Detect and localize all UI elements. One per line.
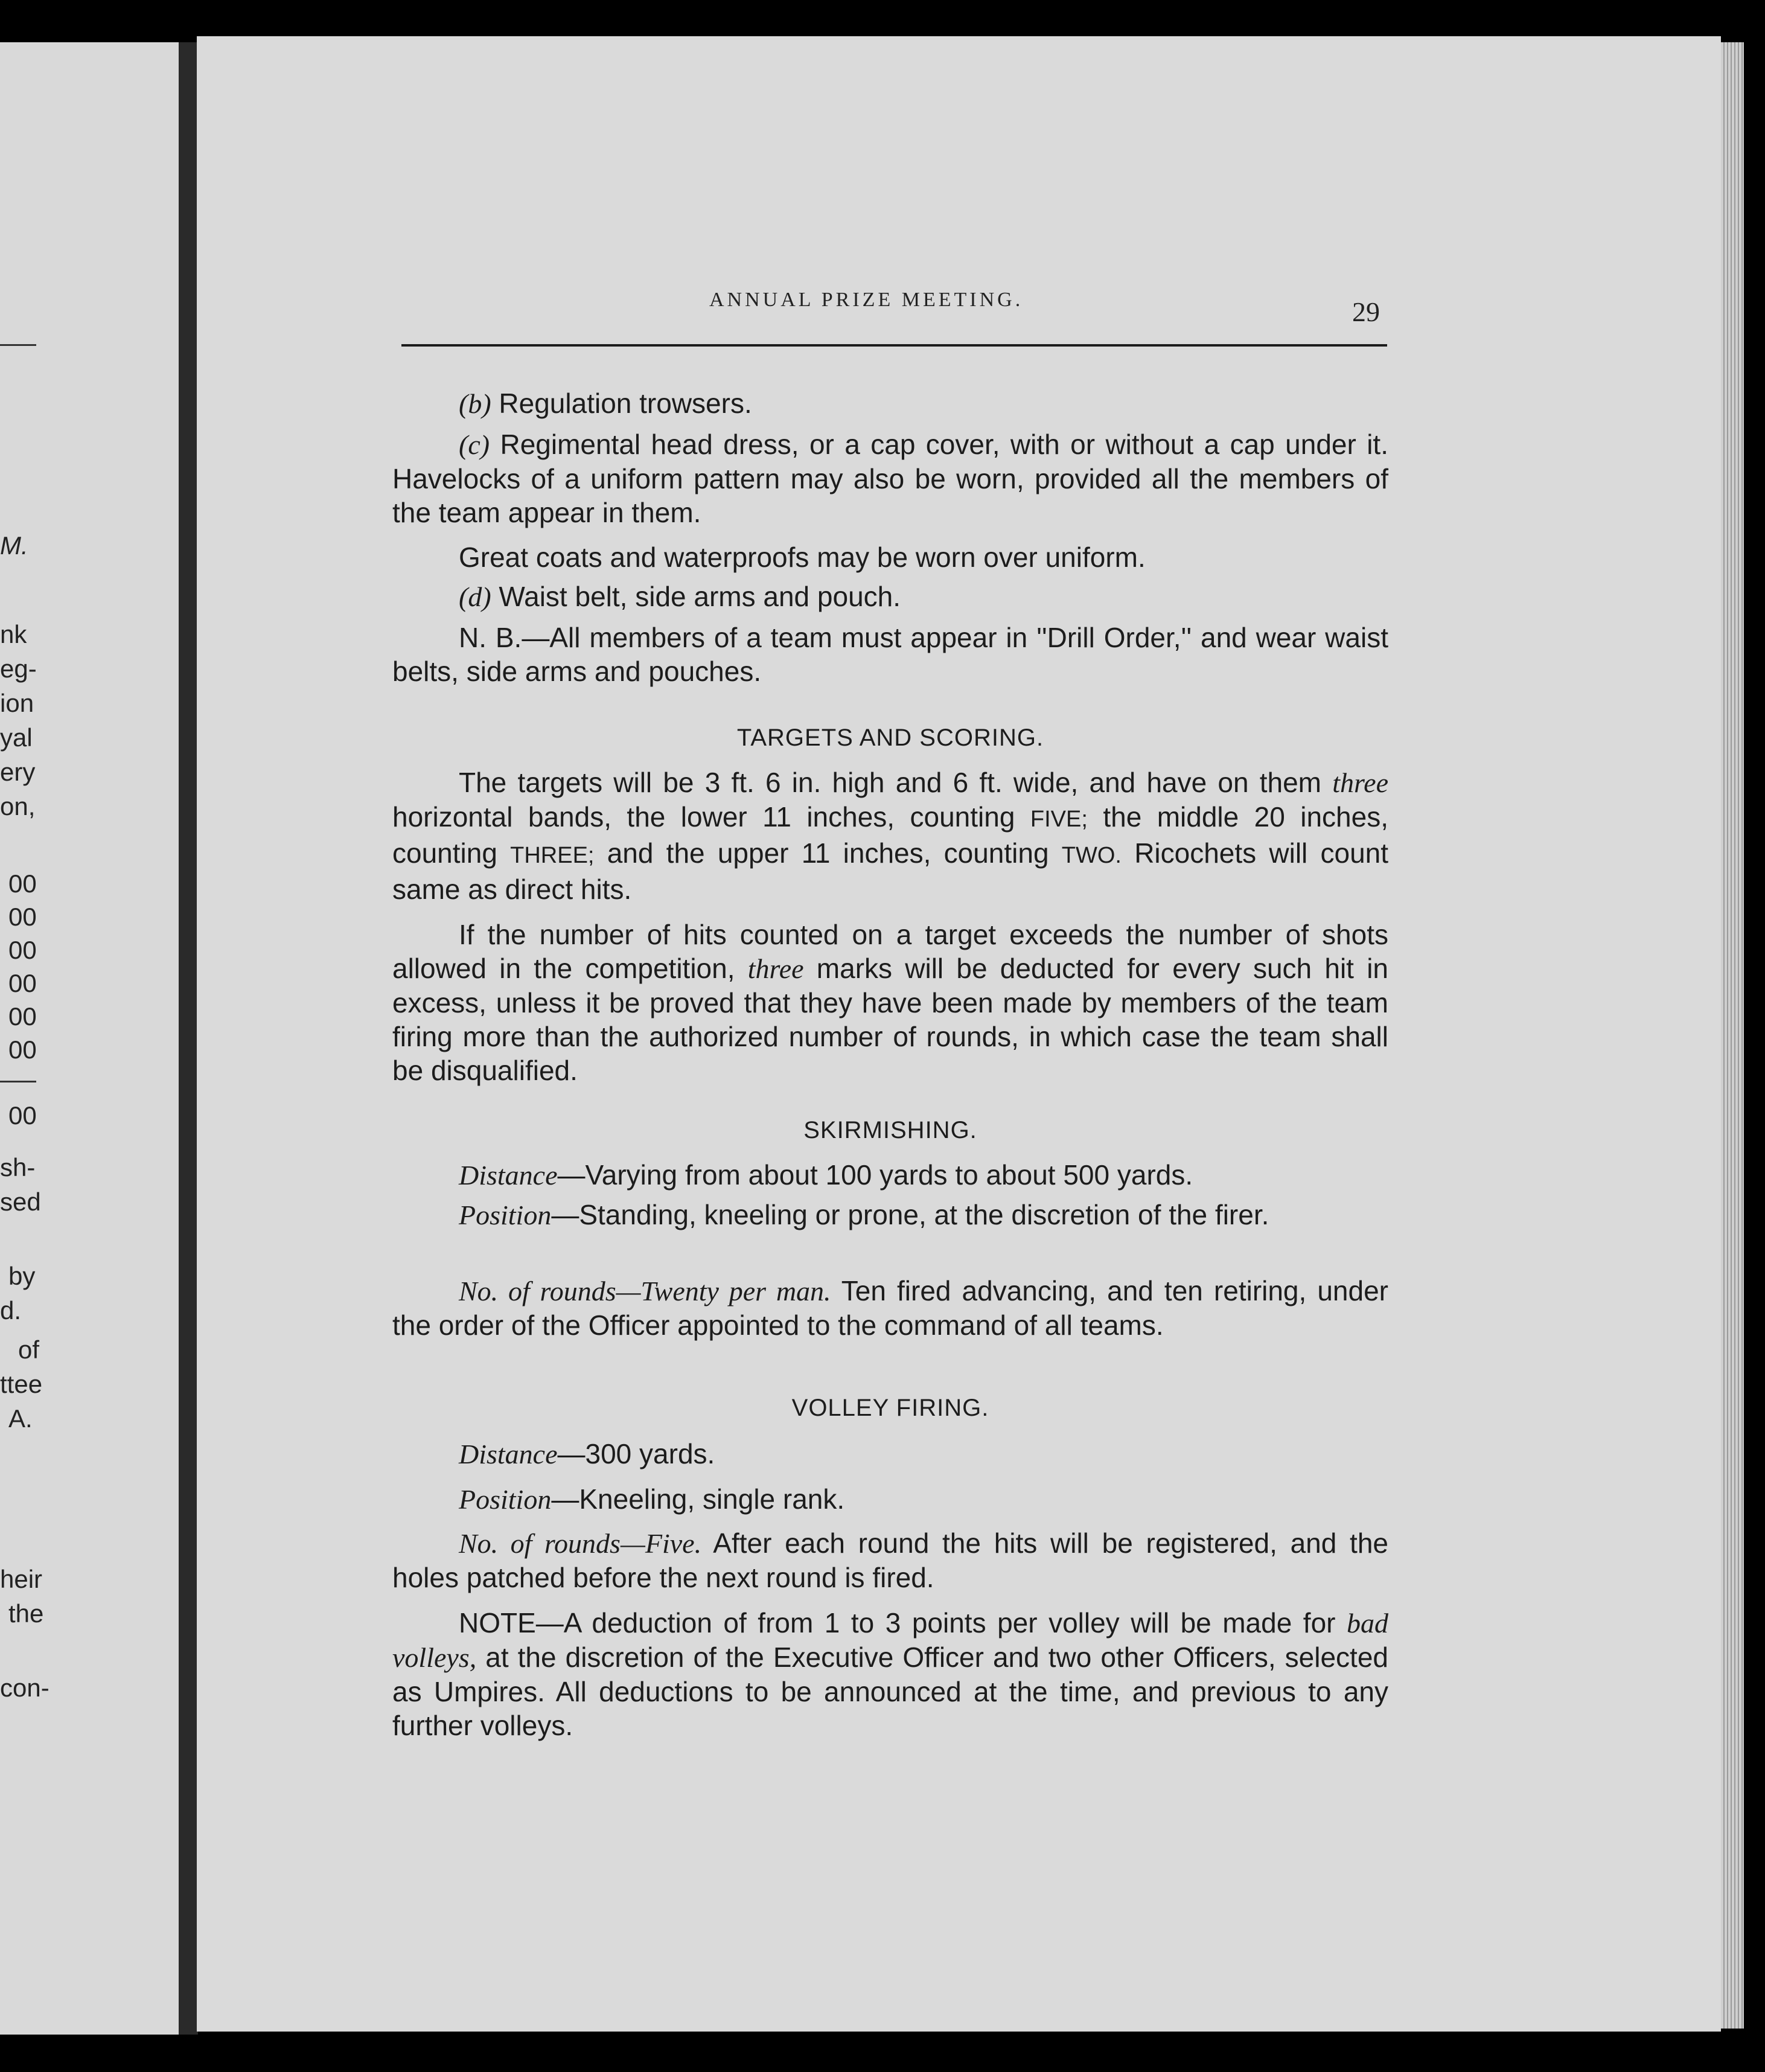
volley-note [392, 1606, 1388, 1742]
left-fragment: con- [0, 1674, 49, 1702]
field-label: No. of rounds—Twenty per man. [459, 1276, 831, 1306]
text-span: and the upper 11 inches, counting [607, 837, 1049, 869]
item-label: (c) [459, 429, 490, 460]
uniform-item-d [392, 580, 1388, 614]
volley-distance [392, 1437, 1388, 1471]
nb-paragraph: N. B.—All members of a team must appear in ''Drill Order,'' and wear waist belts, side arms and pouches. [392, 622, 1388, 687]
volley-rounds [392, 1526, 1388, 1594]
emphasis-three: three [1332, 767, 1389, 798]
left-fragment: sh- [0, 1153, 36, 1181]
page-number: 29 [1352, 296, 1380, 327]
field-text: —Varying from about 100 yards to about 500 yards. [557, 1159, 1193, 1191]
item-text: Regimental head dress, or a cap cover, with or without a cap under it. Havelocks of a uniform pattern may also be worn, provided all the members of the team appear in them. [392, 429, 1388, 528]
field-text: —Kneeling, single rank. [551, 1483, 845, 1515]
left-fragment: by [8, 1262, 36, 1290]
left-rule [0, 1081, 36, 1082]
left-fragment: nk [0, 620, 27, 648]
left-fragment: 00 [8, 936, 37, 964]
left-fragment: 00 [8, 1002, 37, 1031]
left-fragment: 00 [8, 869, 37, 898]
field-label: Position [459, 1484, 552, 1515]
left-fragment: 00 [8, 903, 37, 931]
left-rule [0, 344, 36, 346]
volley-position [392, 1482, 1388, 1517]
left-fragment: heir [0, 1565, 43, 1593]
text-span: horizontal bands, the lower 11 inches, counting [392, 801, 1015, 833]
field-text: —300 yards. [557, 1438, 715, 1469]
left-fragment: ion [0, 689, 34, 717]
text-span: NOTE—A deduction of from 1 to 3 points per volley will be made for [459, 1607, 1336, 1639]
emphasis-bad-volleys: bad volleys, [392, 1608, 1389, 1673]
text-span: the middle 20 inches, counting [392, 801, 1389, 869]
left-fragment: 00 [8, 1035, 37, 1064]
skirmishing-distance [392, 1158, 1388, 1192]
excess-hits-paragraph [392, 918, 1388, 1087]
targets-paragraph [392, 766, 1388, 906]
left-fragment: d. [0, 1296, 22, 1325]
header-rule [401, 344, 1387, 347]
left-fragment: A. [8, 1404, 33, 1433]
text-span: If the number of hits counted on a target exceeds the number of shots allowed in the competition, [392, 919, 1388, 984]
running-header: ANNUAL PRIZE MEETING. [709, 289, 1024, 311]
page-edges [1721, 42, 1744, 2029]
book-gutter [179, 42, 198, 2035]
field-label: No. of rounds—Five. [459, 1528, 702, 1559]
item-text: Waist belt, side arms and pouch. [499, 581, 901, 612]
text-span: marks will be deducted for every such hit in excess, unless it be proved that they have been made by members of the team firing more than the authorized number of rounds, in which case the team shall be disqualified. [392, 953, 1388, 1086]
left-fragment: sed [0, 1188, 41, 1216]
field-text: Ten fired advancing, and ten retiring, under the order of the Officer appointed to the command of all teams. [392, 1275, 1389, 1341]
section-heading-skirmishing: SKIRMISHING. [803, 1117, 977, 1143]
left-fragment: yal [0, 723, 33, 752]
field-label: Distance [459, 1160, 558, 1191]
item-label: (b) [459, 388, 491, 419]
left-fragment: 00 [8, 1101, 37, 1130]
section-heading-volley: VOLLEY FIRING. [791, 1395, 989, 1421]
item-label: (d) [459, 581, 491, 612]
small-caps-three: THREE; [510, 843, 595, 868]
skirmishing-rounds [392, 1274, 1388, 1342]
small-caps-two: TWO. [1061, 843, 1122, 868]
left-fragment: the [8, 1599, 44, 1628]
left-fragment: eg- [0, 654, 37, 683]
field-text: —Standing, kneeling or prone, at the discretion of the firer. [551, 1199, 1269, 1230]
field-label: Distance [459, 1439, 558, 1469]
text-span: at the discretion of the Executive Officer and two other Officers, selected as Umpires. All deductions to be announced at the time, and previous to any further volleys. [392, 1642, 1388, 1741]
left-page [0, 42, 181, 2035]
greatcoats-paragraph: Great coats and waterproofs may be worn over uniform. [459, 542, 1146, 573]
text-span: Ricochets will count same as direct hits. [392, 837, 1389, 905]
small-caps-five: FIVE; [1030, 807, 1088, 832]
uniform-item-c [392, 427, 1388, 529]
left-fragment: of [18, 1335, 40, 1364]
left-fragment: on, [0, 792, 36, 820]
left-fragment: ttee [0, 1370, 43, 1398]
field-text: After each round the hits will be registered, and the holes patched before the next round is fired. [392, 1527, 1389, 1593]
left-fragment: ery [0, 758, 36, 786]
section-heading-targets: TARGETS AND SCORING. [736, 724, 1044, 751]
left-fragment: M. [0, 531, 28, 560]
emphasis-three: three [747, 953, 804, 984]
left-fragment: 00 [8, 969, 37, 997]
text-span: The targets will be 3 ft. 6 in. high and 6 ft. wide, and have on them [459, 767, 1321, 798]
uniform-item-b [392, 386, 1388, 421]
field-label: Position [459, 1200, 552, 1230]
skirmishing-position [392, 1198, 1388, 1232]
item-text: Regulation trowsers. [499, 388, 752, 419]
